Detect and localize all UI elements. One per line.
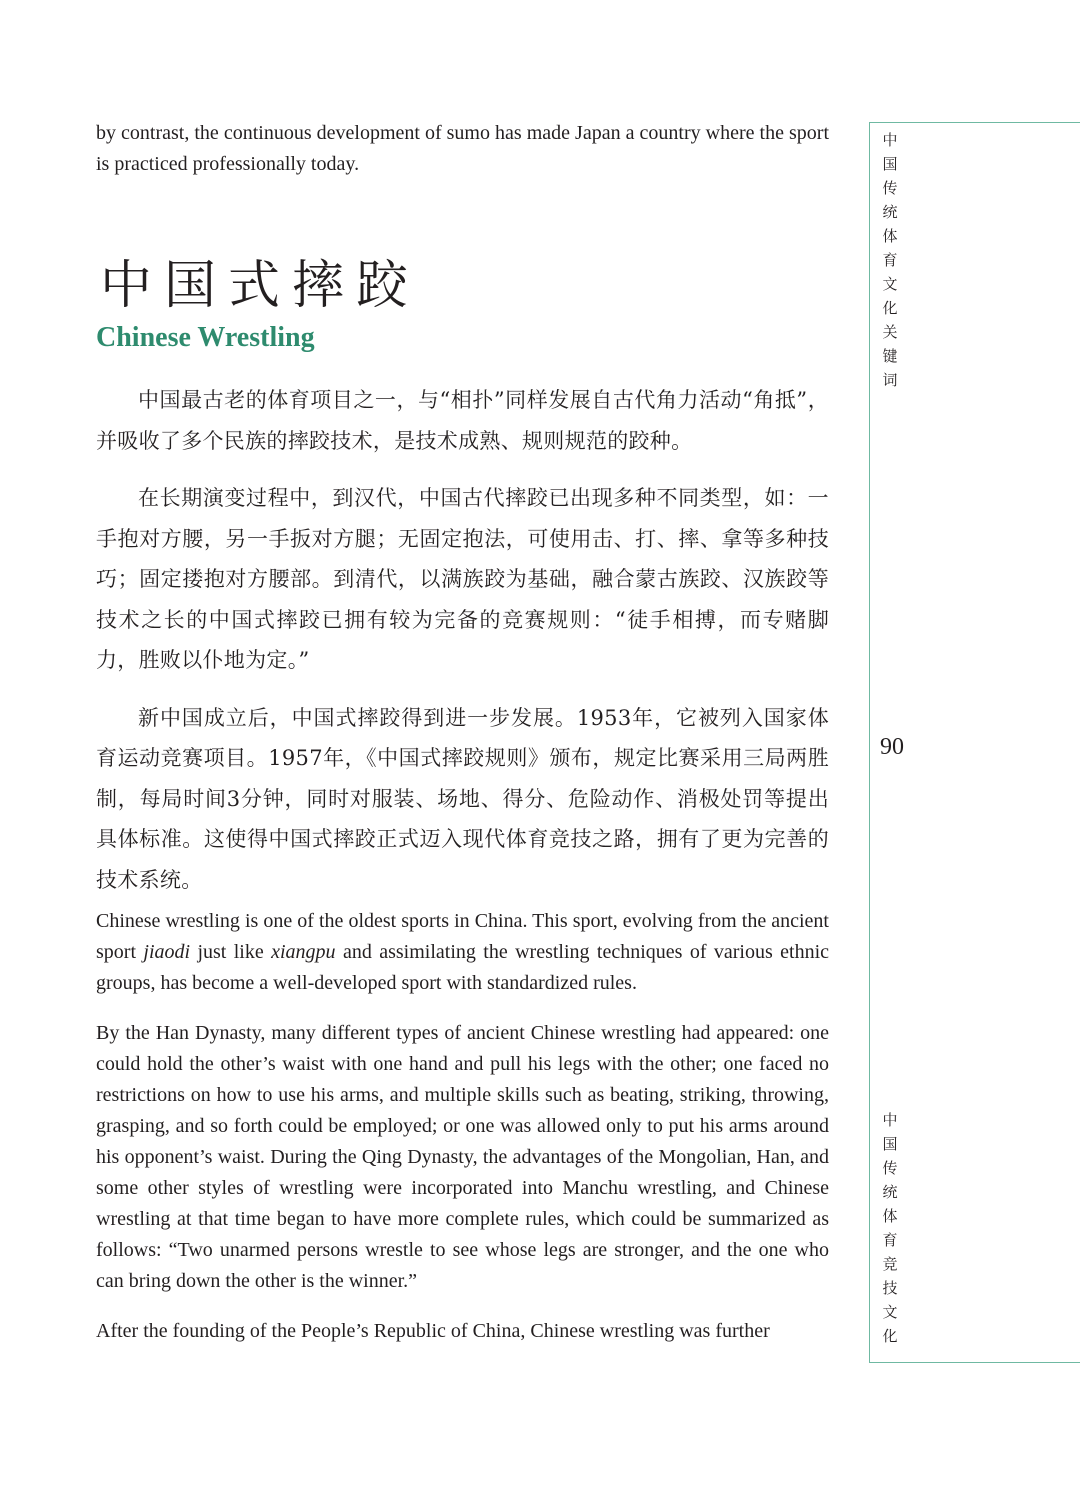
zh-paragraph-2: 在长期演变过程中，到汉代，中国古代摔跤已出现多种不同类型，如：一手抱对方腰，另一手扳对方腿；无固定抱法，可使用击、打、摔、拿等多种技巧；固定搂抱对方腰部。到清代，以满族跤为基础，融合蒙古族跤、汉族跤等技术之长的中国式摔跤已拥有较为完备的竞赛规则：“徒手相搏，而专赌脚力，胜败以仆地为定。”: [96, 486, 829, 672]
section-title-chinese: 中国式摔跤: [100, 256, 421, 316]
english-text-block: [96, 906, 829, 1347]
page-number: 90: [880, 734, 904, 760]
zh-paragraph-1: 中国最古老的体育项目之一，与“相扑”同样发展自古代角力活动“角抵”，并吸收了多个民族的摔跤技术，是技术成熟、规则规范的跤种。: [96, 388, 829, 453]
chinese-text-block: [96, 380, 829, 900]
sidebar-bottom-rule: [869, 1362, 1080, 1363]
zh-paragraph-3: 新中国成立后，中国式摔跤得到进一步发展。1953年，它被列入国家体育运动竞赛项目。1957年，《中国式摔跤规则》颁布，规定比赛采用三局两胜制，每局时间3分钟，同时对服装、场地、得分、危险动作、消极处罚等提出具体标准。这使得中国式摔跤正式迈入现代体育竞技之路，拥有了更为完善的技术系统。: [96, 705, 829, 892]
en-paragraph-2: By the Han Dynasty, many different types of ancient Chinese wrestling had appeared: one could hold the other’s waist with one hand and pull his legs with the other; one faced no restrictions on how to use his arms, and multiple skills such as beating, striking, throwing, grasping, and so forth could be employed; or one was allowed only to put his arms around his opponent’s waist. During the Qing Dynasty, the advantages of the Mongolian, Han, and some other styles of wrestling were incorporated into Manchu wrestling, and Chinese wrestling at that time began to have more complete rules, which could be summarized as follows: “Two unarmed persons wrestle to see whose legs are stronger, and the one who can bring down the other is the winner.”: [96, 1022, 829, 1292]
en-paragraph-3: After the founding of the People’s Republic of China, Chinese wrestling was further: [96, 1320, 770, 1342]
intro-paragraph: by contrast, the continuous development of sumo has made Japan a country where the sport is practiced professionally today.: [96, 122, 829, 175]
section-title-english: Chinese Wrestling: [96, 322, 315, 353]
en-paragraph-1-part-b: just like: [190, 941, 272, 963]
term-xiangpu: xiangpu: [271, 941, 336, 963]
en-paragraph-1-part-c: and assimilating the wrestling techniques of various ethnic groups, has become a well-developed sport with standardized rules.: [96, 941, 830, 994]
en-paragraph-1: [96, 906, 829, 999]
series-title-vertical: 中国传统体育文化关键词: [882, 131, 898, 389]
section-title-vertical: 中国传统体育竞技文化: [882, 1111, 898, 1345]
en-paragraph-1-part-a: Chinese wrestling is one of the oldest sports in China. This sport, evolving from the ancient sport: [96, 910, 829, 963]
term-jiaodi: jiaodi: [143, 941, 191, 963]
sidebar-top-rule: [869, 122, 1080, 123]
sidebar-vertical-rule: [869, 122, 870, 1363]
